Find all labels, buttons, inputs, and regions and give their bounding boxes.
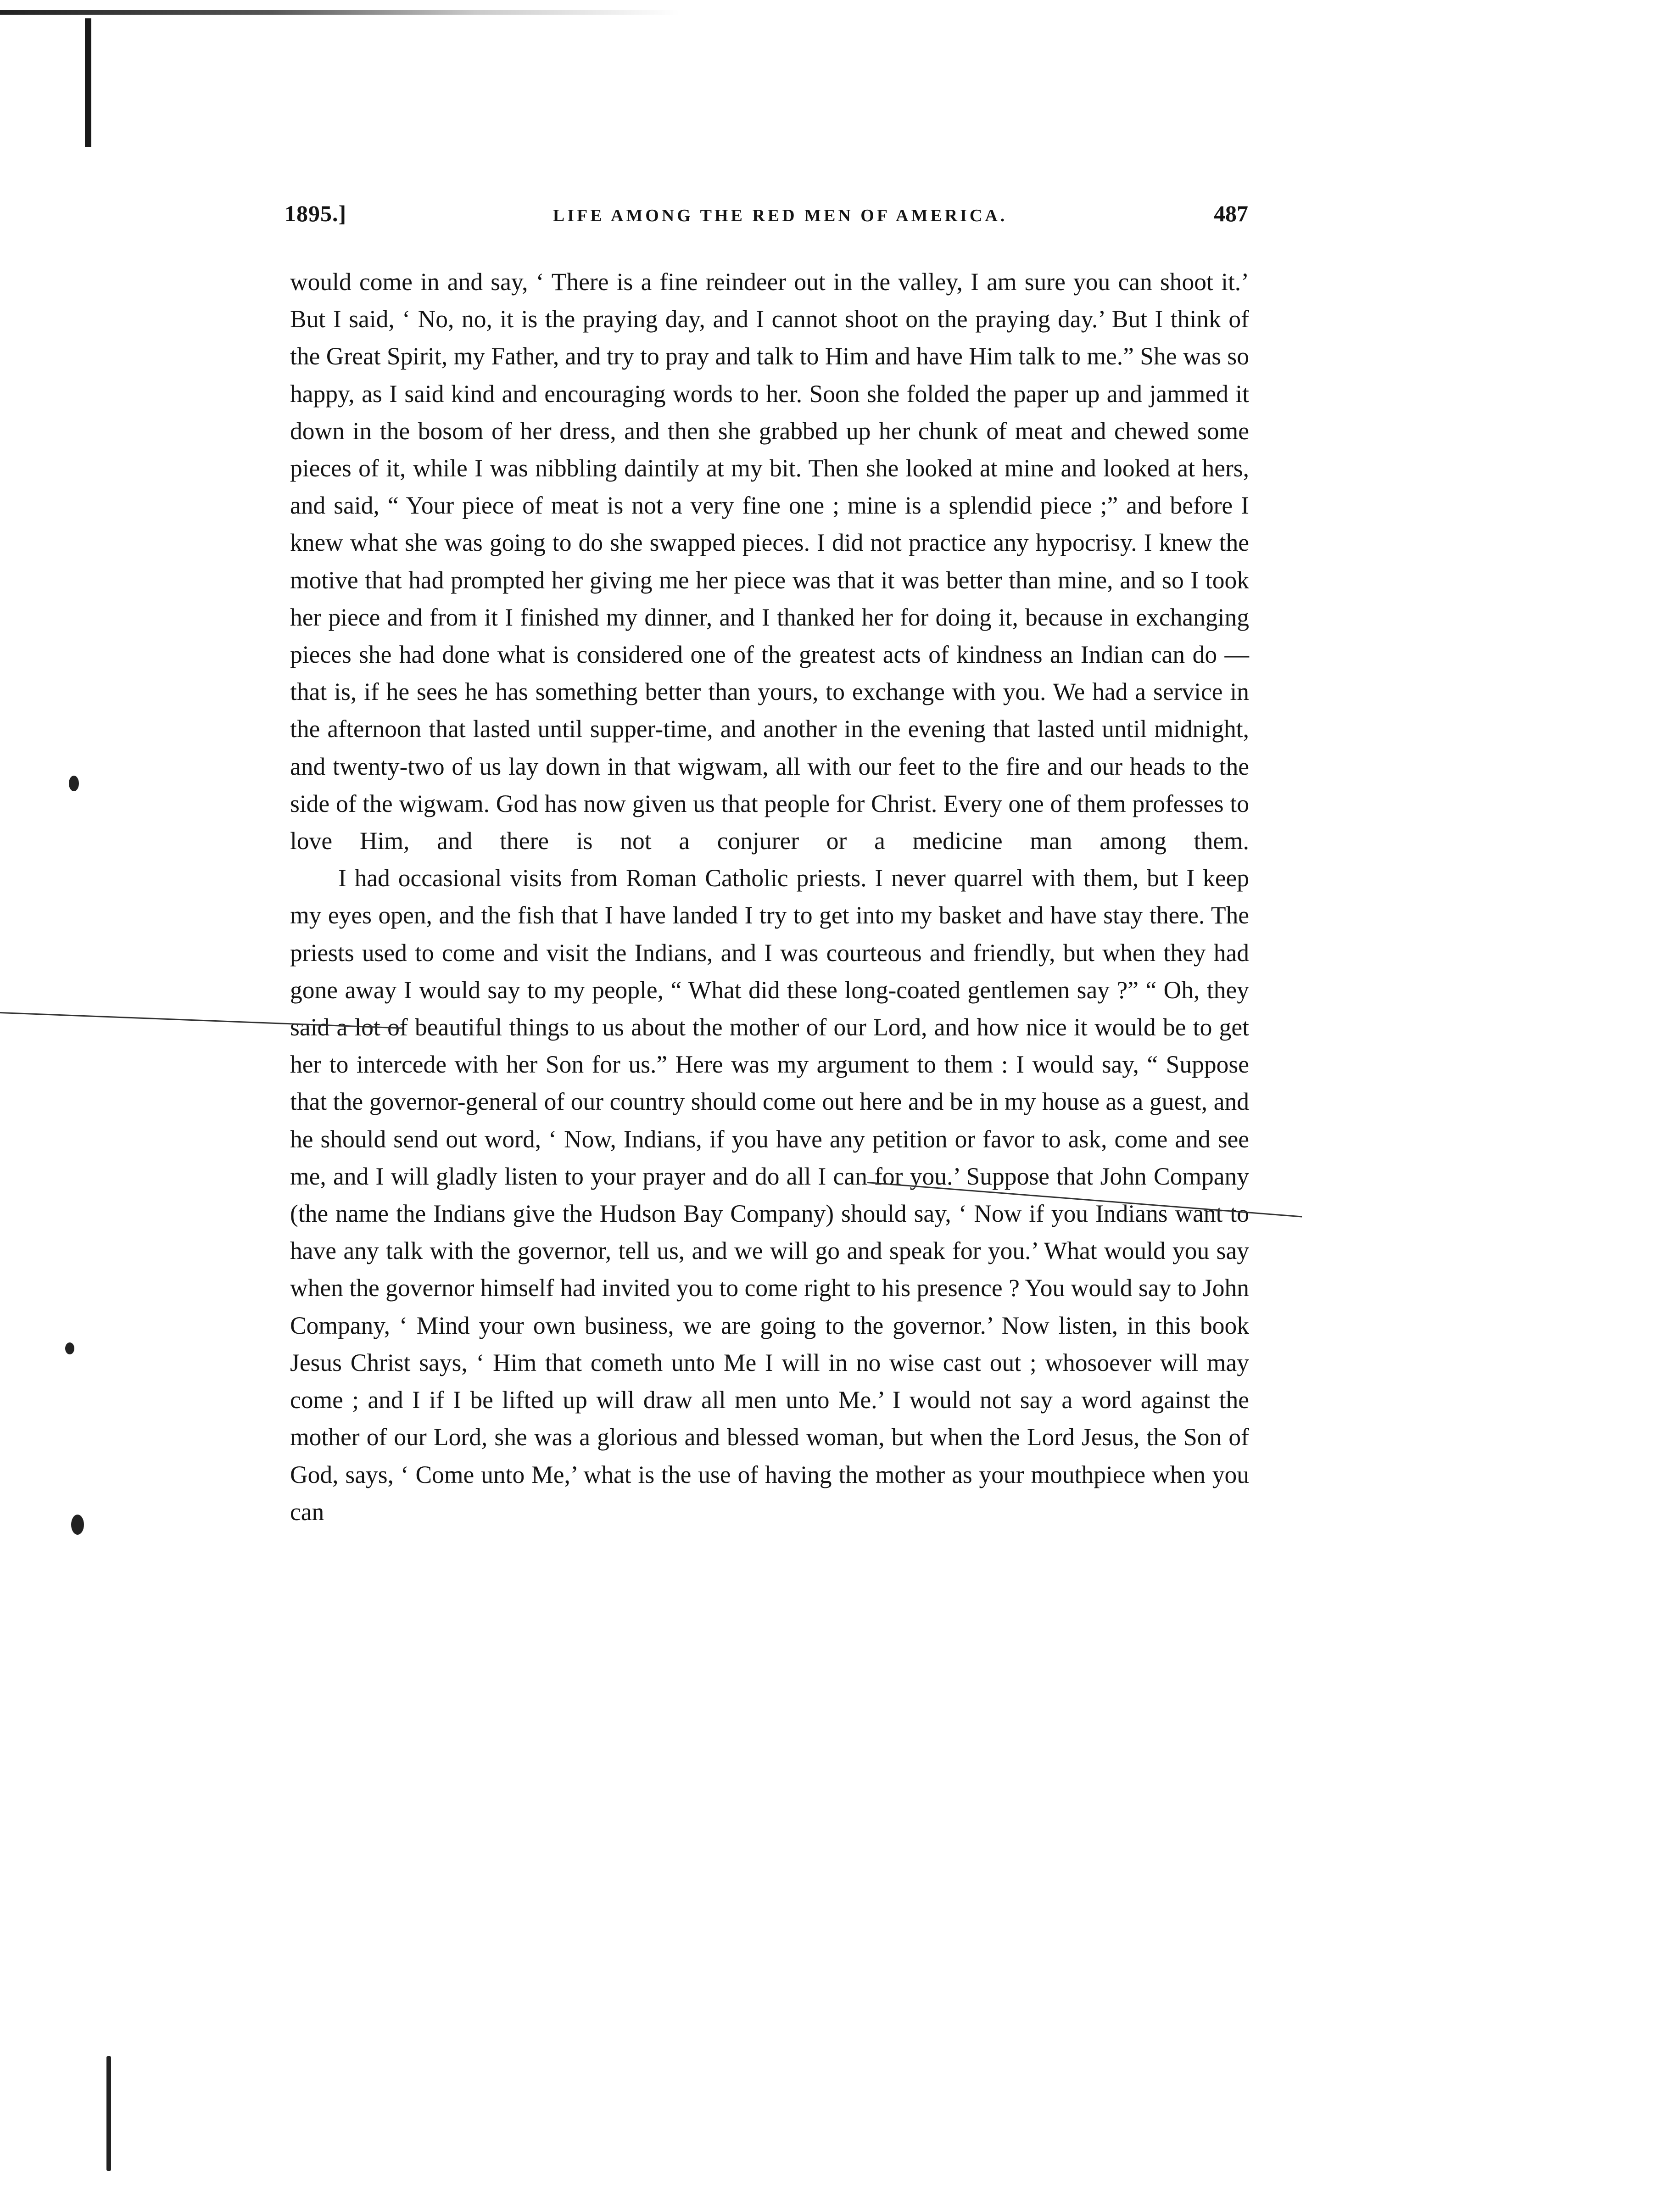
scan-smudge <box>106 2056 111 2171</box>
scan-edge-top <box>0 10 679 15</box>
header-title: LIFE AMONG THE RED MEN OF AMERICA. <box>553 206 1008 225</box>
paragraph: would come in and say, ‘ There is a fine reindeer out in the valley, I am sure you can shoot it.’ But I said, ‘ No, no, it is the praying day, and I cannot shoot on the praying day.’ But I think of the Great Spirit, my Father, and try to pray and talk to Him and have Him talk to me.” She was so happy, as I said kind and encouraging words to her. Soon she folded the paper up and jammed it down in the bosom of her dress, and then she grabbed up her chunk of meat and chewed some pieces of it, while I was nibbling daintily at my bit. Then she looked at mine and looked at hers, and said, “ Your piece of meat is not a very fine one ; mine is a splendid piece ;” and before I knew what she was going to do she swapped pieces. I did not practice any hypocrisy. I knew the motive that had prompted her giving me her piece was that it was better than mine, and so I took her piece and from it I finished my dinner, and I thanked her for doing it, because in exchanging pieces she had done what is considered one of the greatest acts of kindness an Indian can do —that is, if he sees he has something better than yours, to exchange with you. We had a service in the afternoon that lasted until supper-time, and another in the evening that lasted until midnight, and twenty-two of us lay down in that wigwam, all with our feet to the fire and our heads to the side of the wigwam. God has now given us that people for Christ. Every one of them professes to love Him, and there is not a conjurer or a medicine man among them. <box>290 268 1249 855</box>
scan-smudge <box>71 1515 84 1535</box>
article-body <box>290 263 1249 1531</box>
page-number: 487 <box>1213 201 1248 226</box>
scan-smudge <box>69 776 79 791</box>
paragraph: I had occasional visits from Roman Catholic priests. I never quarrel with them, but I keep my eyes open, and the fish that I have landed I try to get into my basket and have stay there. The priests used to come and visit the Indians, and I was courteous and friendly, but when they had gone away I would say to my people, “ What did these long-coated gentlemen say ?” “ Oh, they said a lot of beautiful things to us about the mother of our Lord, and how nice it would be to get her to intercede with her Son for us.” Here was my argument to them : I would say, “ Suppose that the governor-general of our country should come out here and be in my house as a guest, and he should send out word, ‘ Now, Indians, if you have any petition or favor to ask, come and see me, and I will gladly listen to your prayer and do all I can for you.’ Suppose that John Company (the name the Indians give the Hudson Bay Company) should say, ‘ Now if you Indians want to have any talk with the governor, tell us, and we will go and speak for you.’ What would you say when the governor himself had invited you to come right to his presence ? You would say to John Company, ‘ Mind your own business, we are going to the governor.’ Now listen, in this book Jesus Christ says, ‘ Him that cometh unto Me I will in no wise cast out ; whosoever will may come ; and I if I be lifted up will draw all men unto Me.’ I would not say a word against the mother of our Lord, she was a glorious and blessed woman, but when the Lord Jesus, the Son of God, says, ‘ Come unto Me,’ what is the use of having the mother as your mouthpiece when you can <box>290 864 1249 1526</box>
scan-edge-left <box>85 18 91 147</box>
scan-smudge <box>65 1342 74 1354</box>
running-head <box>285 200 1248 237</box>
header-year: 1895.] <box>285 201 347 226</box>
